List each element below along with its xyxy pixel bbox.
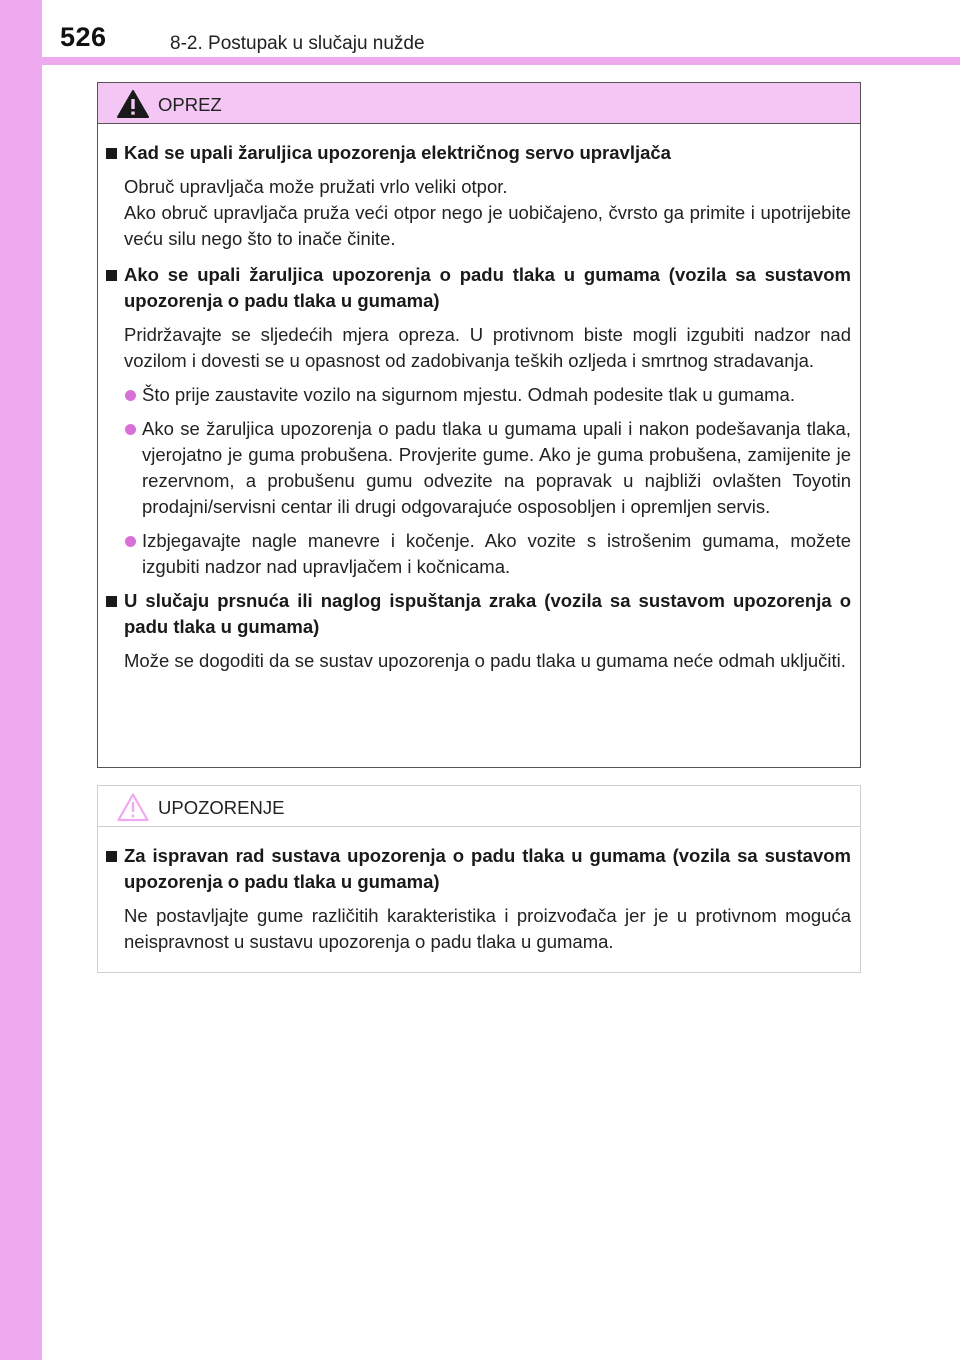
side-color-band [0, 0, 42, 1360]
caution-bullet: Ako se žaruljica upozorenja o padu tlaka u gumama upali i nakon podešavanja tlaka, vjerojatno je guma probušena. Provjerite gume. Ako je guma probušena, zamijenite je rezervnom, a probušenu gumu odvezite na popravak u najbliži ovlašten Toyotin prodajni/servisni centar ili drugi odgovarajuće osposobljen i opremljen servis. [106, 416, 851, 520]
caution-bullet: Izbjegavajte nagle manevre i kočenje. Ako vozite s istrošenim gumama, možete izgubiti nadzor nad upravljačem i kočnicama. [106, 528, 851, 580]
caution-paragraph: Može se dogoditi da se sustav upozorenja o padu tlaka u gumama neće odmah uključiti. [124, 650, 846, 671]
caution-label: OPREZ [158, 94, 222, 115]
warning-box [97, 785, 861, 973]
warning-box-header [98, 786, 860, 827]
caution-paragraph: Obruč upravljača može pružati vrlo veliki otpor. [124, 176, 508, 197]
caution-paragraph: Ako obruč upravljača pruža veći otpor nego je uobičajeno, čvrsto ga primite i upotrijebite veću silu nego što to inače činite. [124, 202, 851, 249]
square-bullet-icon [106, 270, 117, 281]
caution-body [98, 124, 860, 674]
warning-item-heading: Za ispravan rad sustava upozorenja o padu tlaka u gumama (vozila sa sustavom upozorenja o padu tlaka u gumama) [106, 843, 851, 895]
caution-paragraph: Pridržavajte se sljedećih mjera opreza. U protivnom biste mogli izgubiti nadzor nad vozilom i dovesti se u opasnost od zadobivanja teških ozljeda i smrtnog stradavanja. [124, 324, 851, 371]
caution-bullet: Što prije zaustavite vozilo na sigurnom mjestu. Odmah podesite tlak u gumama. [106, 382, 851, 408]
caution-item-heading: Ako se upali žaruljica upozorenja o padu tlaka u gumama (vozila sa sustavom upozorenja o padu tlaka u gumama) [106, 262, 851, 314]
header-rule [42, 57, 960, 65]
round-bullet-icon [125, 390, 136, 401]
warning-paragraph: Ne postavljajte gume različitih karakteristika i proizvođača jer je u protivnom moguća neispravnost u sustavu upozorenja o padu tlaka u gumama. [124, 905, 851, 952]
caution-box [97, 82, 861, 768]
round-bullet-icon [125, 424, 136, 435]
square-bullet-icon [106, 148, 117, 159]
warning-body [98, 827, 860, 955]
warning-label: UPOZORENJE [158, 797, 285, 818]
square-bullet-icon [106, 851, 117, 862]
caution-item-heading: Kad se upali žaruljica upozorenja električnog servo upravljača [106, 140, 851, 166]
round-bullet-icon [125, 536, 136, 547]
page-number: 526 [60, 22, 107, 52]
square-bullet-icon [106, 596, 117, 607]
caution-box-header [98, 83, 860, 124]
caution-item-heading: U slučaju prsnuća ili naglog ispuštanja zraka (vozila sa sustavom upozorenja o padu tlaka u gumama) [106, 588, 851, 640]
warning-triangle-icon [116, 89, 150, 119]
section-title: 8-2. Postupak u slučaju nužde [170, 33, 425, 54]
warning-triangle-outline-icon [116, 792, 150, 822]
